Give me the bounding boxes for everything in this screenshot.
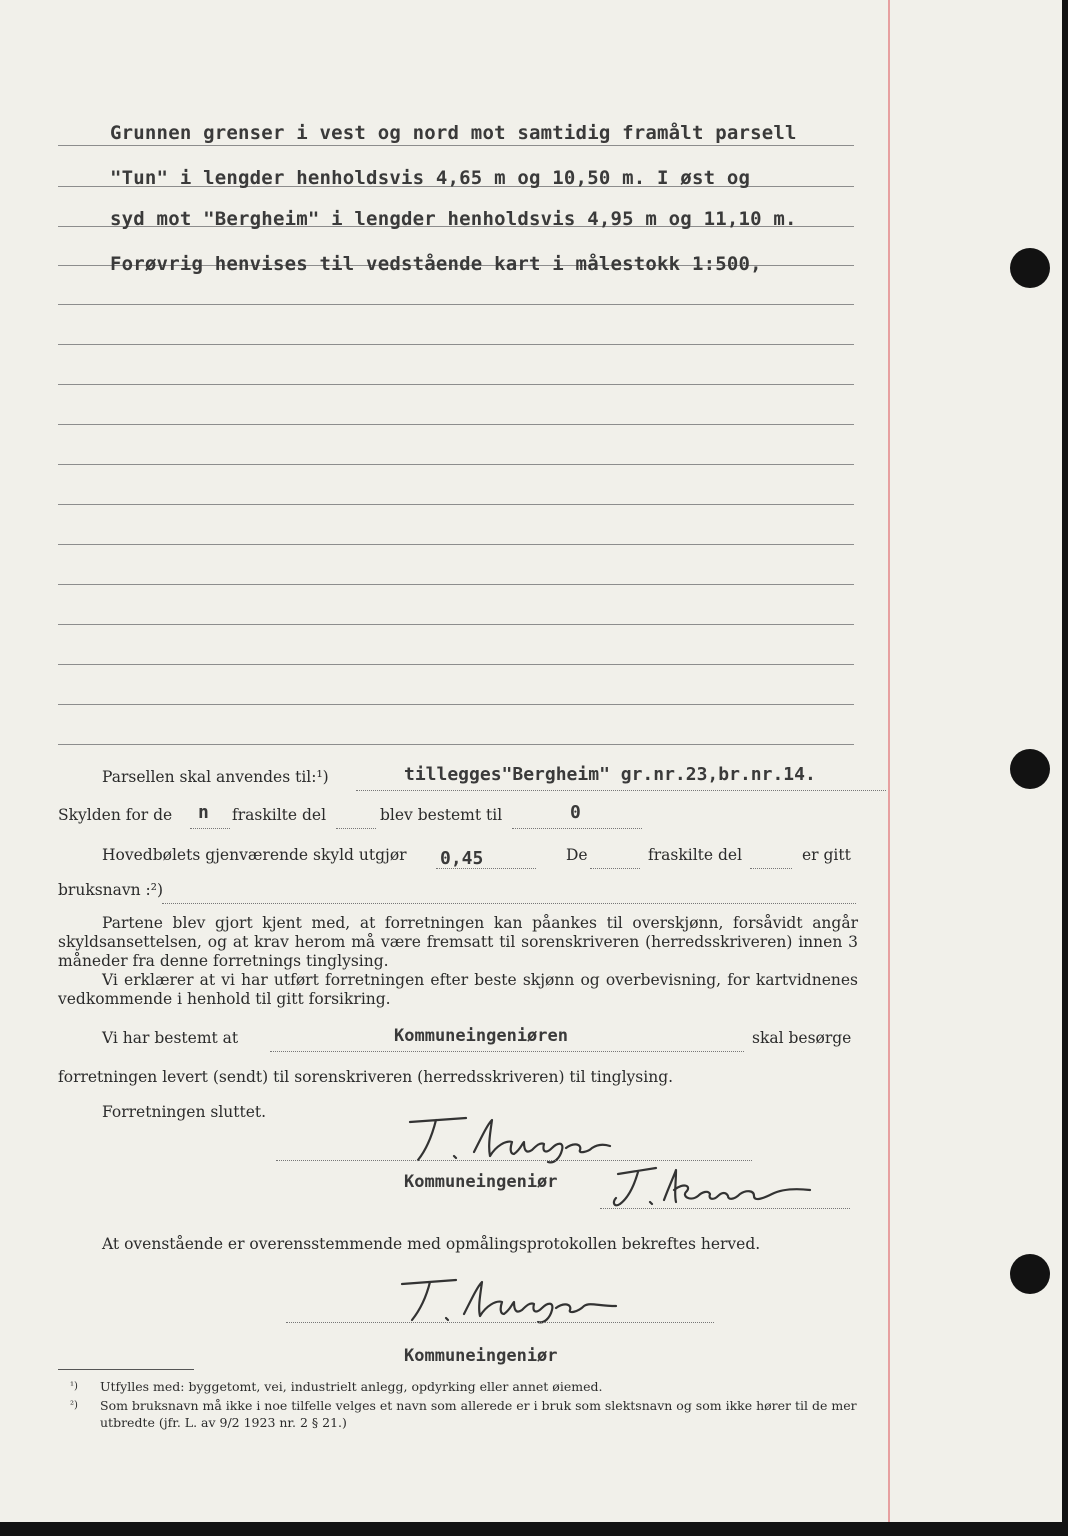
ruled-line — [58, 744, 854, 745]
bruksnavn-label: bruksnavn :²) — [58, 881, 164, 899]
bestemt-value: Kommuneingeniøren — [394, 1026, 568, 1046]
footnote-2 — [70, 1397, 860, 1431]
fill-line — [512, 828, 642, 829]
punch-hole-bottom — [1010, 1254, 1050, 1294]
ruled-line — [58, 664, 854, 665]
ruled-line — [58, 504, 854, 505]
footnote-1-mark: ¹) — [70, 1381, 78, 1392]
signature-2 — [604, 1158, 834, 1214]
signature-line — [286, 1322, 714, 1323]
ruled-line — [58, 544, 854, 545]
signature-line — [600, 1208, 850, 1209]
skylden-label: Skylden for de — [58, 806, 173, 824]
ruled-line — [58, 145, 854, 146]
ruled-line — [58, 424, 854, 425]
parsellen-row — [58, 763, 858, 791]
bruksnavn-row — [58, 876, 858, 904]
er-gitt-label: er gitt — [802, 846, 851, 864]
ruled-line — [58, 584, 854, 585]
fraskilte-label: fraskilte del — [232, 806, 327, 824]
typed-line-1: Grunnen grenser i vest og nord mot samtidig framålt parsell — [110, 122, 797, 144]
parsellen-label: Parsellen skal anvendes til:¹) — [102, 768, 329, 786]
footnote-2-text: Som bruksnavn må ikke i noe tilfelle velges et navn som allerede er i bruk som slektsnavn og som ikke hører til de mer utbredte (jfr. L. av 9/2 1923 nr. 2 § 21.) — [100, 1398, 857, 1430]
besorge-label: skal besørge — [752, 1029, 852, 1047]
fill-line — [190, 828, 230, 829]
hovedbol-row — [58, 841, 858, 869]
bestemt-row — [58, 1024, 858, 1052]
fill-line — [356, 790, 886, 791]
sluttet-text: Forretningen sluttet. — [102, 1103, 267, 1121]
skylden-fill: n — [198, 802, 209, 823]
bestemt-label: Vi har bestemt at — [102, 1029, 239, 1047]
footnote-1 — [70, 1378, 860, 1395]
hovedbol-value: 0,45 — [440, 848, 484, 869]
bestemt-til-label: blev bestemt til — [380, 806, 503, 824]
ruled-line — [58, 384, 854, 385]
appeal-paragraph: Partene blev gjort kjent med, at forretningen kan påankes til overskjønn, forsåvidt angår skyldsansettelsen, og at krav herom må være fremsatt til sorenskriveren (herredsskriveren) innen 3 måneder fra denne forretnings tinglysing. — [58, 914, 858, 970]
fill-line — [336, 828, 376, 829]
footnote-1-text: Utfylles med: byggetomt, vei, industrielt anlegg, opdyrking eller annet øiemed. — [100, 1379, 603, 1394]
ruled-line — [58, 704, 854, 705]
fill-line — [270, 1051, 744, 1052]
skylden-row — [58, 801, 858, 829]
margin-rule — [888, 0, 890, 1522]
signer-title-1: Kommuneingeniør — [404, 1172, 558, 1192]
punch-hole-middle — [1010, 749, 1050, 789]
ruled-line — [58, 304, 854, 305]
attest-text: At ovenstående er overensstemmende med opmålingsprotokollen bekreftes herved. — [102, 1235, 761, 1253]
typed-line-3: syd mot "Bergheim" i lengder henholdsvis 4,95 m og 11,10 m. — [110, 208, 797, 230]
ruled-line — [58, 624, 854, 625]
de-label: De — [566, 846, 588, 864]
hovedbol-label: Hovedbølets gjenværende skyld utgjør — [102, 846, 407, 864]
attest-row — [58, 1230, 858, 1258]
footnote-rule — [58, 1369, 194, 1370]
signer-title-2: Kommuneingeniør — [404, 1346, 558, 1366]
typed-line-4: Forøvrig henvises til vedstående kart i målestokk 1:500, — [110, 253, 762, 275]
fill-line — [590, 868, 640, 869]
levert-row — [58, 1063, 858, 1091]
punch-hole-top — [1010, 248, 1050, 288]
ruled-line — [58, 344, 854, 345]
levert-text: forretningen levert (sendt) til sorenskriveren (herredsskriveren) til tinglysing. — [58, 1068, 674, 1086]
signature-3 — [394, 1272, 624, 1328]
ruled-line — [58, 464, 854, 465]
parsellen-value: tillegges"Bergheim" gr.nr.23,br.nr.14. — [404, 764, 816, 785]
fraskilte-del-label: fraskilte del — [648, 846, 743, 864]
fill-line — [750, 868, 792, 869]
footnote-2-mark: ²) — [70, 1400, 78, 1411]
fill-line — [162, 903, 856, 904]
typed-line-2: "Tun" i lengder henholdsvis 4,65 m og 10,50 m. I øst og — [110, 167, 751, 189]
declaration-paragraph: Vi erklærer at vi har utført forretningen efter beste skjønn og overbevisning, for kartvidnenes vedkommende i henhold til gitt forsikring. — [58, 971, 858, 1008]
skylden-value: 0 — [570, 802, 581, 823]
